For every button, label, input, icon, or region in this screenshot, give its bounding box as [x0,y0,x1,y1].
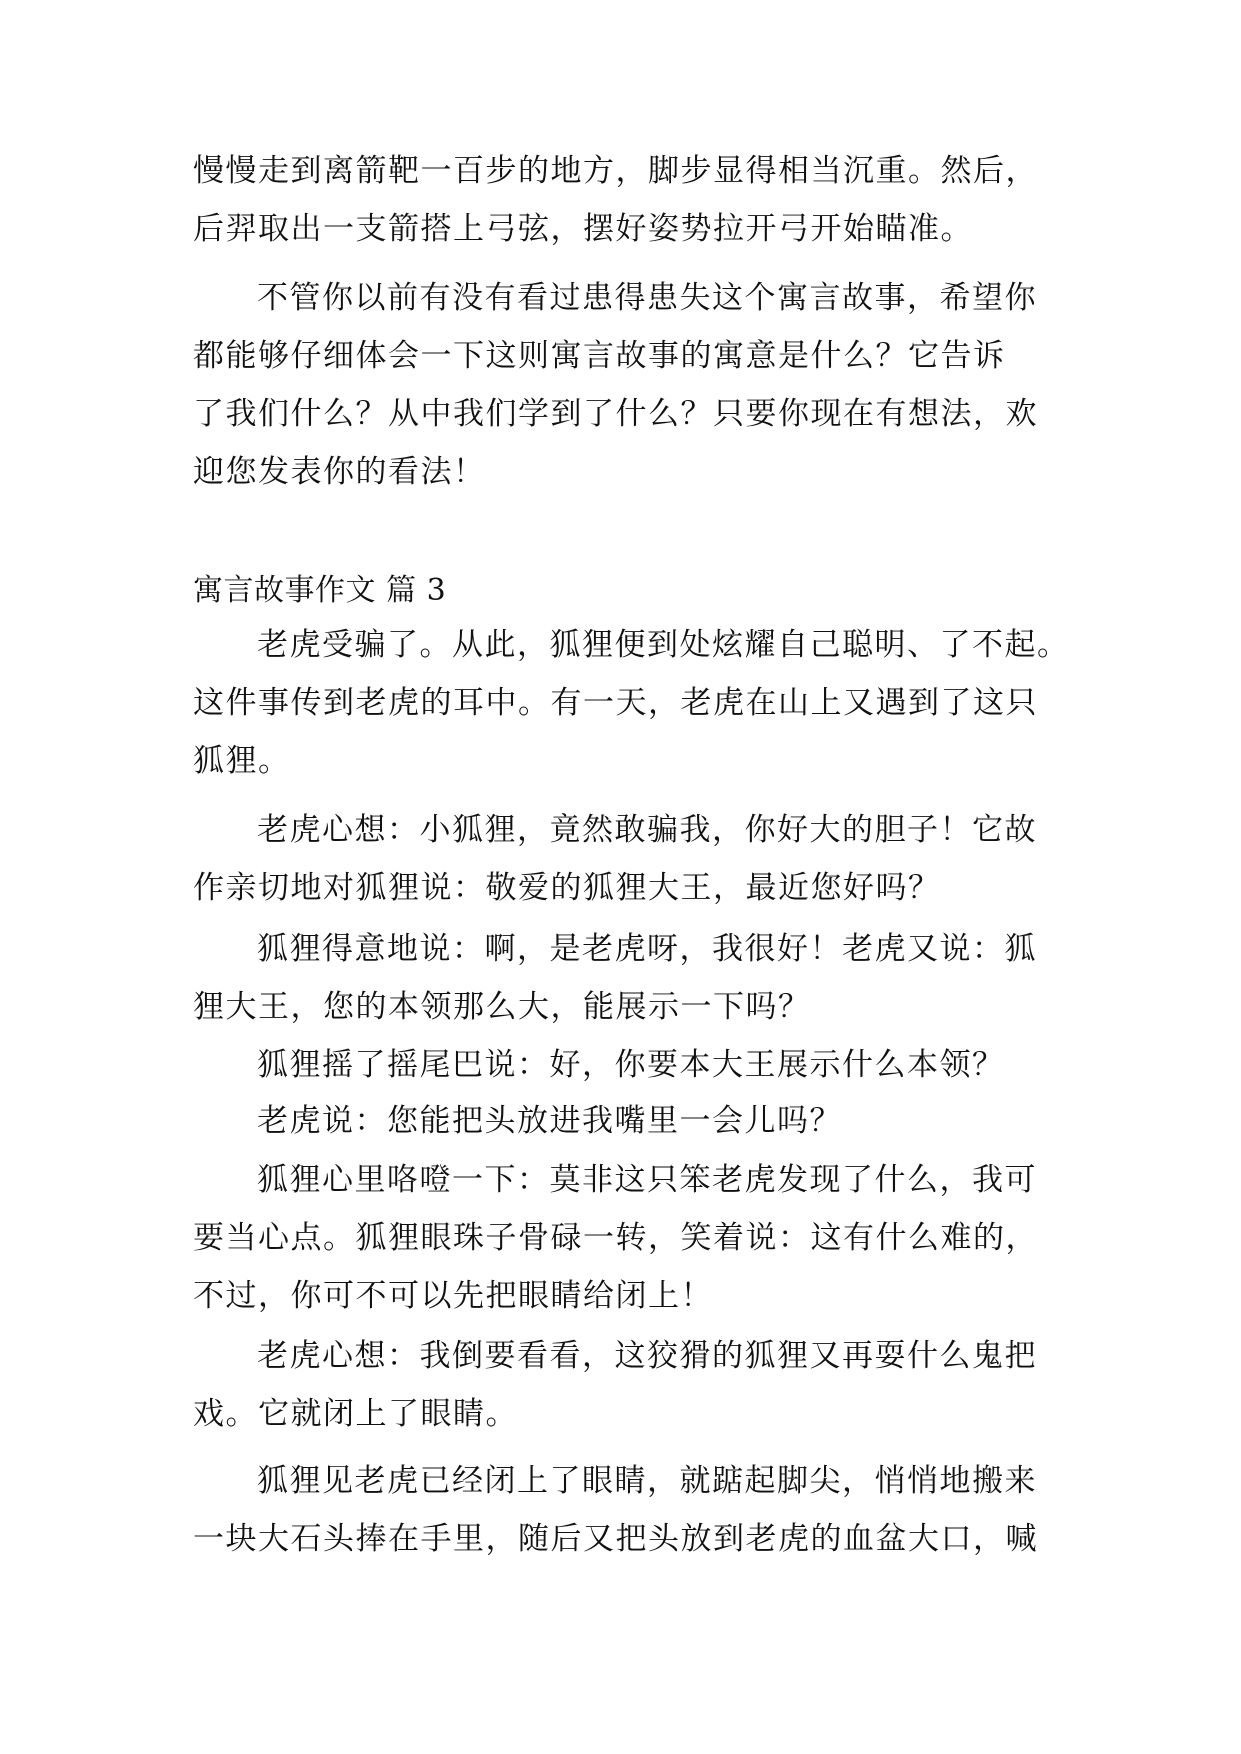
text-line: 后羿取出一支箭搭上弓弦，摆好姿势拉开弓开始瞄准。 [193,211,973,247]
text-line: 都能够仔细体会一下这则寓言故事的寓意是什么？它告诉 [193,338,1006,374]
text-line: 了我们什么？从中我们学到了什么？只要你现在有想法，欢 [193,396,1038,432]
section-heading: 寓言故事作文 篇 3 [193,573,447,608]
paragraph-first-line: 老虎心想：我倒要看看，这狡猾的狐狸又再耍什么鬼把 [257,1338,1037,1374]
text-line: 慢慢走到离箭靶一百步的地方，脚步显得相当沉重。然后， [193,153,1038,189]
text-line: 一块大石头捧在手里，随后又把头放到老虎的血盆大口，喊 [193,1521,1038,1557]
paragraph-first-line: 老虎受骗了。从此，狐狸便到处炫耀自己聪明、了不起。 [257,627,1070,663]
text-line: 狐狸。 [193,743,291,779]
text-line: 这件事传到老虎的耳中。有一天，老虎在山上又遇到了这只 [193,685,1038,721]
text-line: 戏。它就闭上了眼睛。 [193,1396,518,1432]
text-line: 作亲切地对狐狸说：敬爱的狐狸大王，最近您好吗？ [193,870,941,906]
paragraph-first-line: 不管你以前有没有看过患得患失这个寓言故事，希望你 [257,280,1037,316]
paragraph-first-line: 狐狸心里咯噔一下：莫非这只笨老虎发现了什么，我可 [257,1162,1037,1198]
paragraph-first-line: 狐狸得意地说：啊，是老虎呀，我很好！老虎又说：狐 [257,931,1037,967]
paragraph-first-line: 老虎心想：小狐狸，竟然敢骗我，你好大的胆子！它故 [257,812,1037,848]
paragraph-first-line: 老虎说：您能把头放进我嘴里一会儿吗？ [257,1103,842,1139]
text-line: 狸大王，您的本领那么大，能展示一下吗？ [193,989,811,1025]
text-line: 不过，你可不可以先把眼睛给闭上！ [193,1278,713,1314]
paragraph-first-line: 狐狸见老虎已经闭上了眼睛，就踮起脚尖，悄悄地搬来 [257,1463,1037,1499]
text-line: 要当心点。狐狸眼珠子骨碌一转，笑着说：这有什么难的， [193,1220,1038,1256]
text-line: 迎您发表你的看法！ [193,454,486,490]
paragraph-first-line: 狐狸摇了摇尾巴说：好，你要本大王展示什么本领？ [257,1047,1005,1083]
